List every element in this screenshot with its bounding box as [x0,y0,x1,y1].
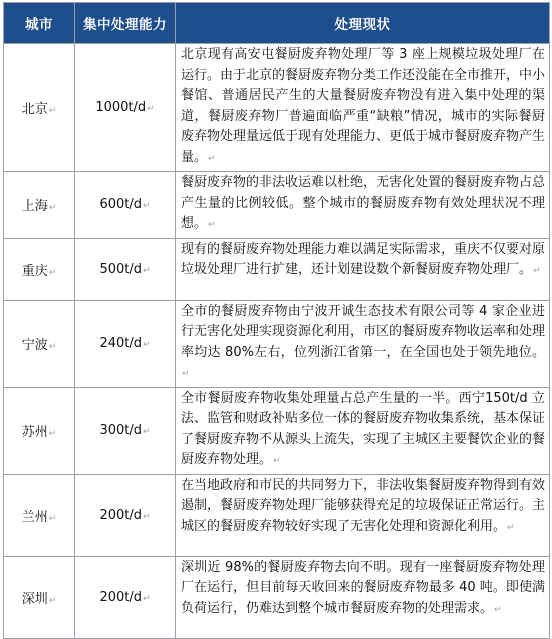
capacity-cell [75,556,176,638]
paragraph-mark-icon: ↵ [507,522,515,533]
city-cell [4,474,75,556]
paragraph-mark-icon: ↵ [182,369,190,379]
city-cell-text: 宁波 [21,338,48,353]
header-city: 城市 [4,3,75,44]
status-cell [176,474,550,556]
status-cell [176,300,550,387]
paragraph-mark-icon: ↵ [143,265,151,276]
table-row [4,172,550,239]
city-cell [4,556,75,638]
city-cell-text: 重庆 [21,263,48,279]
status-cell-text: 全市餐厨废弃物收集处理量占总产生量的一半。西宁150t/d 立法、监管和财政补贴多位一体的餐厨废弃物收集系统，基本保证了餐厨废弃物不从源头上流失，实现了主城区主要餐饮企业的餐厨废弃物处理。 [181,390,546,467]
paragraph-mark-icon: ↵ [208,220,216,230]
table-row [4,44,550,172]
paragraph-mark-icon: ↵ [48,429,57,439]
status-cell [176,556,550,638]
paragraph-mark-icon: ↵ [48,595,57,606]
status-cell [176,238,550,300]
status-cell-text: 全市的餐厨废弃物由宁波开诚生态技术有限公司等 4 家企业进行无害化处理实现资源化利用，市区的餐厨废弃物收运率和处理率均达 80%左右，位列浙江省第一，在全国也处于领先地位。 [181,303,546,360]
paragraph-mark-icon: ↵ [48,106,57,116]
status-cell-text: 北京现有高安屯餐厨废弃物处理厂等 3 座上规模垃圾处理厂在运行。由于北京的餐厨废弃物分类工作还没能在全市推开，中小餐馆、普通居民产生的大量餐厨废弃物没有进入集中处理的渠道，餐厨废弃物厂普遍面临严重“缺粮”情况，城市的实际餐厨废弃物处理量远低于现有处理能力、更低于城市餐厨废弃物产生量。 [181,47,546,165]
paragraph-mark-icon: ↵ [143,511,151,522]
status-cell-text: 现有的餐厨废弃物处理能力难以满足实际需求，重庆不仅要对原垃圾处理厂进行扩建，还计划建设数个新餐厨废弃物处理厂。 [181,241,546,277]
paragraph-mark-icon: ↵ [48,267,57,278]
paragraph-mark-icon: ↵ [48,513,57,524]
city-cell-text: 上海 [21,199,48,215]
capacity-cell [75,300,176,387]
paragraph-mark-icon: ↵ [143,593,151,604]
status-cell [176,387,550,474]
paragraph-mark-icon: ↵ [48,342,57,352]
header-capacity: 集中处理能力 [75,3,176,44]
city-cell [4,238,75,300]
capacity-cell-text: 300t/d [99,423,142,438]
city-cell-text: 兰州 [21,509,48,525]
table-body [4,44,550,639]
paragraph-mark-icon: ↵ [208,153,216,164]
city-cell-text: 苏州 [21,425,48,440]
paragraph-mark-icon: ↵ [273,456,281,466]
city-cell [4,172,75,239]
capacity-cell [75,172,176,239]
capacity-cell-text: 240t/d [99,336,142,351]
table-row [4,300,550,387]
paragraph-mark-icon: ↵ [143,427,151,437]
city-cell [4,387,75,474]
paragraph-mark-icon: ↵ [533,266,541,276]
capacity-table [3,2,550,639]
capacity-cell-text: 600t/d [99,197,142,213]
city-cell-text: 深圳 [21,591,48,607]
paragraph-mark-icon: ↵ [143,340,151,350]
status-cell-text: 餐厨废弃物的非法收运难以杜绝，无害化处置的餐厨废弃物占总产生量的比例较低。整个城市的餐厨废弃物有效处理状况不理想。 [181,175,546,231]
table-row [4,387,550,474]
city-cell-text: 北京 [21,102,48,117]
table-row [4,556,550,638]
paragraph-mark-icon: ↵ [48,203,57,214]
status-cell [176,172,550,239]
capacity-cell [75,44,176,172]
city-cell [4,300,75,387]
paragraph-mark-icon: ↵ [494,604,502,615]
paragraph-mark-icon: ↵ [143,201,151,212]
capacity-cell [75,474,176,556]
status-cell [176,44,550,172]
status-cell-text: 在当地政府和市民的共同努力下，非法收集餐厨废弃物得到有效遏制，餐厨废弃物处理厂能够获得充足的垃圾保证正常运行。主城区的餐厨废弃物较好实现了无害化处理和资源化利用。 [181,477,546,534]
table-header [4,3,550,44]
header-row [4,3,550,44]
capacity-cell-text: 1000t/d [95,100,147,115]
paragraph-mark-icon: ↵ [147,104,155,114]
status-cell-text: 深圳近 98%的餐厨废弃物去向不明。现有一座餐厨废弃物处理厂在运行，但目前每天收回来的餐厨废弃物最多 40 吨。即使满负荷运行，仍难达到整个城市餐厨废弃物的处理需求。 [181,559,545,616]
header-status: 处理现状 [176,3,550,44]
capacity-cell-text: 200t/d [99,589,142,605]
capacity-cell [75,387,176,474]
table-row [4,474,550,556]
table-row [4,238,550,300]
city-cell [4,44,75,172]
capacity-cell [75,238,176,300]
capacity-cell-text: 200t/d [99,507,142,523]
capacity-cell-text: 500t/d [99,261,142,277]
